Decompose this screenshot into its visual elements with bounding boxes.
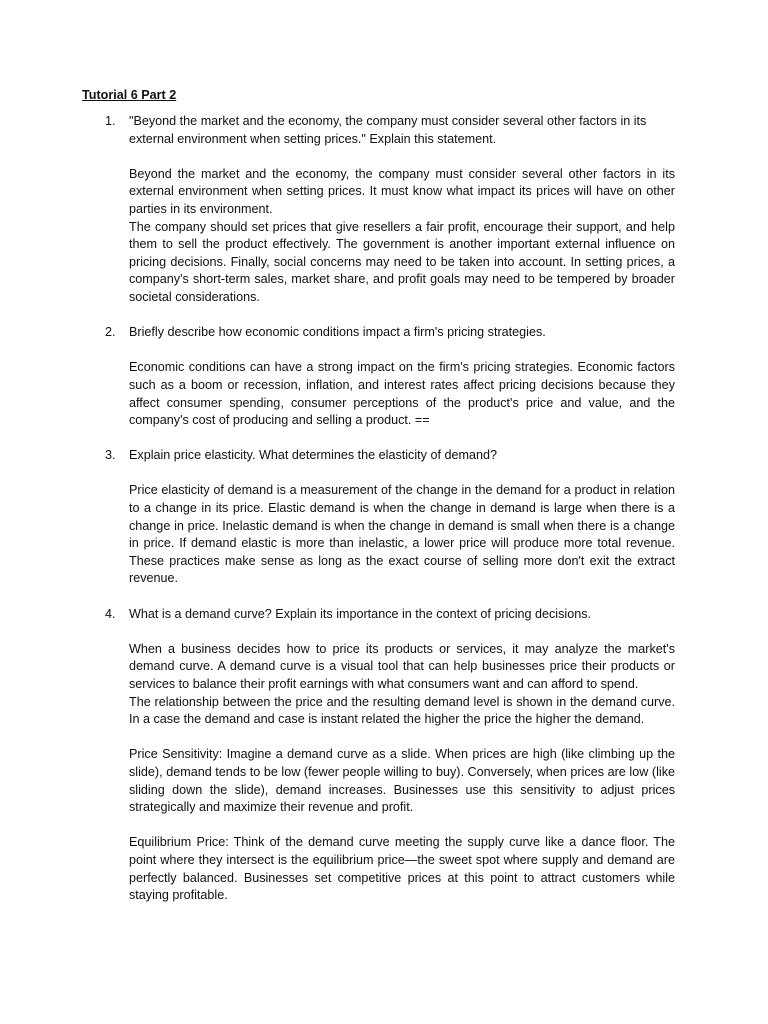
- question-text: Explain price elasticity. What determines the elasticity of demand?: [129, 448, 497, 463]
- question-3: [105, 447, 675, 465]
- price-sensitivity-paragraph: [129, 746, 675, 816]
- equilibrium-price-paragraph: [129, 834, 675, 904]
- tutorial-content: [105, 113, 675, 922]
- question-number: 4.: [105, 606, 116, 621]
- answer-4: [129, 641, 675, 729]
- question-text: What is a demand curve? Explain its importance in the context of pricing decisions.: [129, 606, 592, 621]
- question-4: [105, 606, 675, 624]
- answer-paragraph: Equilibrium Price: Think of the demand curve meeting the supply curve like a dance floor. The point where they intersect is the equilibrium price—the sweet spot where supply and demand are perfectly balanced. Businesses set competitive prices at this point to attract customers while staying profitable.: [129, 835, 675, 903]
- answer-paragraph: Beyond the market and the economy, the company must consider several other factors in its external environment when setting prices. It must know what impact its prices will have on other parties in its environment.: [129, 166, 675, 216]
- question-1: [105, 113, 675, 148]
- answer-paragraph: Economic conditions can have a strong impact on the firm's pricing strategies. Economic factors such as a boom or recession, inflation, and interest rates affect pricing decisions because they affect consumer spending, consumer perceptions of the product's price and value, and the company's cost of producing and selling a product. ==: [129, 360, 675, 428]
- question-number: 2.: [105, 325, 116, 340]
- question-text: Briefly describe how economic conditions impact a firm's pricing strategies.: [129, 325, 546, 340]
- page-title: Tutorial 6 Part 2: [82, 88, 177, 102]
- question-2: [105, 324, 675, 342]
- answer-paragraph: The relationship between the price and the resulting demand level is shown in the demand curve. In a case the demand and case is instant related the higher the price the higher the demand.: [129, 694, 675, 727]
- question-number: 1.: [105, 114, 116, 128]
- question-number: 3.: [105, 448, 116, 463]
- answer-paragraph: The company should set prices that give resellers a fair profit, encourage their support, and help them to sell the product effectively. The government is another important external influence on pricing decisions. Finally, social concerns may need to be taken into account. In setting prices, a company's short-term sales, market share, and profit goals may need to be tempered by broader societal considerations.: [129, 219, 675, 304]
- answer-2: [129, 359, 675, 429]
- answer-paragraph: Price elasticity of demand is a measurement of the change in the demand for a product in relation to a change in its price. Elastic demand is when the change in demand is large when there is a change in price. Inelastic demand is when the change in demand is small when there is a change in price. If demand elastic is more than inelastic, a lower price will produce more total revenue. These practices make sense as long as the exact course of selling more don't exit the extract revenue.: [129, 483, 675, 586]
- question-text: "Beyond the market and the economy, the company must consider several other factors in its external environment when setting prices." Explain this statement.: [129, 114, 647, 146]
- answer-paragraph: When a business decides how to price its products or services, it may analyze the market's demand curve. A demand curve is a visual tool that can help businesses price their products or services to balance their profit earnings with what consumers want and can afford to spend.: [129, 641, 675, 691]
- answer-3: [129, 482, 675, 588]
- answer-paragraph: Price Sensitivity: Imagine a demand curve as a slide. When prices are high (like climbing up the slide), demand tends to be low (fewer people willing to buy). Conversely, when prices are low (like sliding down the slide), demand increases. Businesses use this sensitivity to adjust prices strategically and maximize their revenue and profit.: [129, 747, 675, 815]
- answer-1: [129, 166, 675, 307]
